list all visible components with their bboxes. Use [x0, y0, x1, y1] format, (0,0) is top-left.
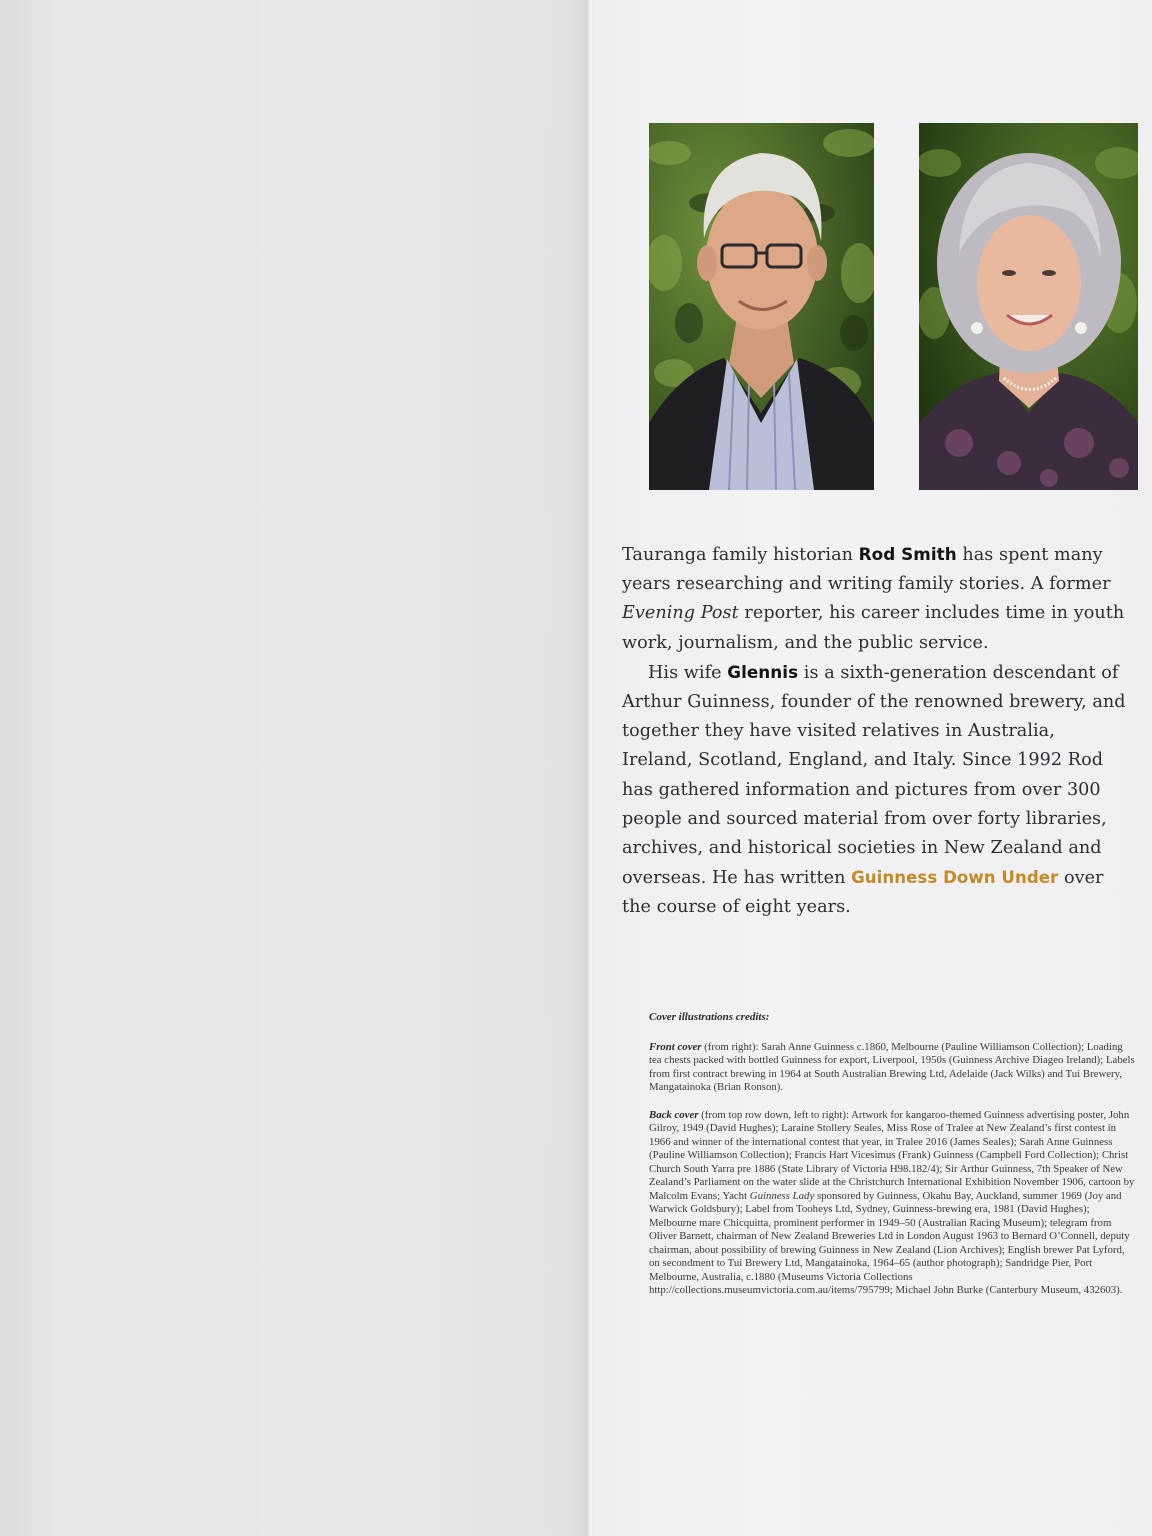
name-rod-smith: Rod Smith: [858, 544, 957, 564]
credits-heading: Cover illustrations credits:: [649, 1011, 770, 1023]
name-glennis: Glennis: [727, 661, 799, 682]
cover-credits: [649, 1011, 1135, 1312]
credits-back-cover: Back cover (from top row down, left to right): Artwork for kangaroo-themed Guinness advertising poster, John Gilroy, 1949 (David Hughes); Laraine Stollery Seales, Miss Rose of Tralee at New Zealand’s first contest in 1966 and winner of the international contest that year, in Tralee 2016 (James Seales); Sarah Anne Guinness (Pauline Williamson Collection); Francis Hart Vicesimus (Frank) Guinness (Campbell Ford Collection); Christ Church South Yarra pre 1886 (State Library of Victoria H98.182/4); Sir Arthur Guinness, 7th Speaker of New Zealand’s Parliament on the water slide at the Christchurch International Exhibition November 1906, cartoon by Malcolm Evans; Yacht Guinness Lady sponsored by Guinness, Okahu Bay, Auckland, summer 1969 (Joy and Warwick Goldsbury); Label from Tooheys Ltd, Sydney, Guinness-brewing era, 1981 (David Hughes); Melbourne mare Chicquitta, prominent performer in 1949–50 (Australian Racing Museum); telegram from Oliver Barnett, chairman of New Zealand Breweries Ltd in London August 1963 to Bernard O’Connell, deputy chairman, about possibility of brewing Guinness in New Zealand (Lion Archives); English brewer Pat Lyford, on secondment to Tui Brewery Ltd, Mangatainoka, 1964–65 (author photograph); Sandridge Pier, Port Melbourne, Australia, c.1880 (Museums Victoria Collections http://collections.museumvictoria.com.au/items/795799; Michael John Burke (Canterbury Museum, 432603).: [649, 1108, 1135, 1296]
author-photo-rod: [649, 123, 874, 490]
bio-paragraph-glennis: His wife Glennis is a sixth-generation descendant of Arthur Guinness, founder of the renowned brewery, and together they have visited relatives in Australia, Ireland, Scotland, England, and Italy. Since 1992 Rod has gathered information and pictures from over 300 people and sourced material from over forty libraries, archives, and historical societies in New Zealand and overseas. He has written Guinness Down Under over the course of eight years.: [622, 661, 1126, 918]
credits-front-cover: Front cover (from right): Sarah Anne Guinness c.1860, Melbourne (Pauline Williamson Collection); Loading tea chests packed with bottled Guinness for export, Liverpool, 1950s (Guinness Archive Diageo Ireland); Labels from first contract brewing in 1964 at South Australian Brewing Ltd, Adelaide (Jack Wilks) and Tui Brewery, Mangatainoka (Brian Ronson).: [649, 1040, 1135, 1093]
author-photo-glennis: [919, 123, 1138, 490]
evening-post-title: Evening Post: [622, 603, 739, 624]
book-title: Guinness Down Under: [851, 868, 1059, 888]
author-biography: [622, 540, 1130, 923]
bio-paragraph-rod: Tauranga family historian Rod Smith has spent many years researching and writing family stories. A former Evening Post reporter, his career includes time in youth work, journalism, and the public service.: [622, 544, 1125, 653]
